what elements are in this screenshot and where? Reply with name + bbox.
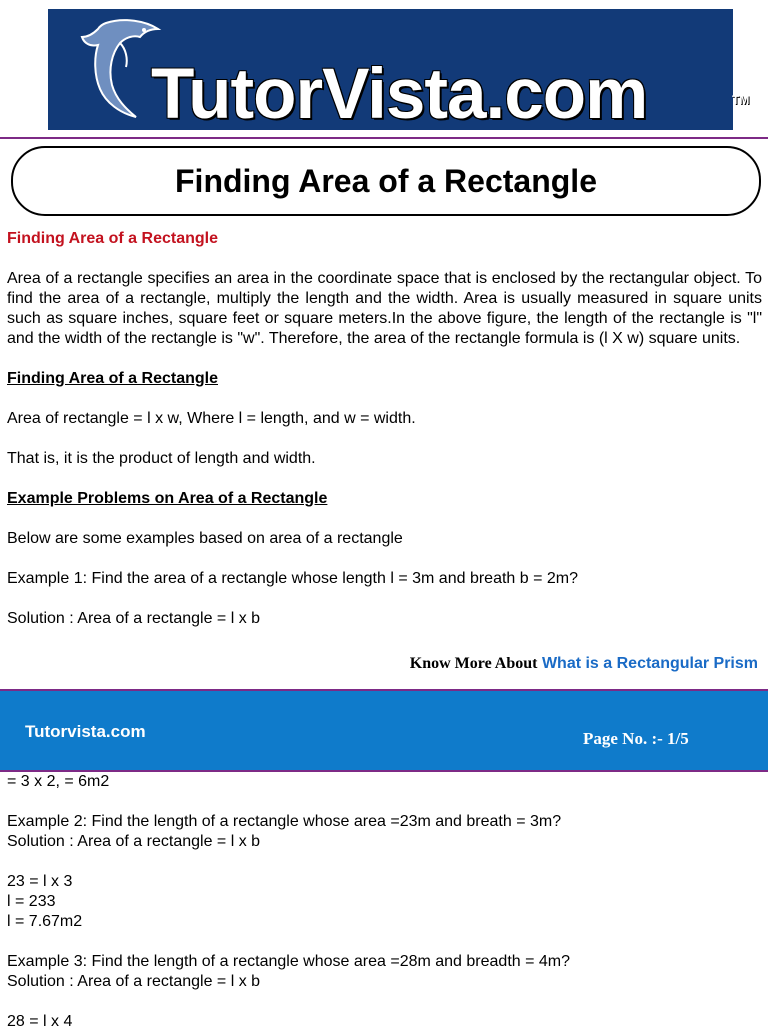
header-divider bbox=[0, 137, 768, 139]
equation-line: 23 = l x 3 bbox=[7, 873, 73, 890]
title-box bbox=[11, 146, 761, 216]
footer-brand: Tutorvista.com bbox=[25, 722, 146, 741]
page-footer bbox=[0, 689, 768, 772]
solution-3: Solution : Area of a rectangle = l x b bbox=[7, 973, 261, 990]
section-heading-formula: Finding Area of a Rectangle bbox=[7, 370, 218, 387]
section-heading-examples: Example Problems on Area of a Rectangle bbox=[7, 490, 328, 507]
page-title: Finding Area of a Rectangle bbox=[175, 162, 597, 199]
solution-2: Solution : Area of a rectangle = l x b bbox=[7, 833, 261, 850]
example-2: Example 2: Find the length of a rectangle whose area =23m and breath = 3m? bbox=[7, 813, 562, 830]
rectangular-prism-link[interactable]: What is a Rectangular Prism bbox=[541, 655, 758, 672]
example-3: Example 3: Find the length of a rectangle whose area =28m and breadth = 4m? bbox=[7, 953, 571, 970]
logo-wordmark: TutorVista.com bbox=[151, 55, 648, 134]
page-number: Page No. :- 1/5 bbox=[583, 729, 689, 748]
equation-line: l = 7.67m2 bbox=[7, 913, 83, 930]
solution-1: Solution : Area of a rectangle = l x b bbox=[7, 610, 261, 627]
equation-line: 28 = l x 4 bbox=[7, 1013, 73, 1030]
example-1: Example 1: Find the area of a rectangle whose length l = 3m and breath b = 2m? bbox=[7, 570, 579, 587]
section-heading-intro: Finding Area of a Rectangle bbox=[7, 230, 218, 247]
know-more bbox=[410, 655, 758, 673]
examples-intro: Below are some examples based on area of a rectangle bbox=[7, 530, 403, 547]
continued-content bbox=[7, 772, 762, 1032]
solution-1-result: = 3 x 2, = 6m2 bbox=[7, 773, 110, 790]
know-more-label: Know More About bbox=[409, 655, 538, 672]
product-note: That is, it is the product of length and width. bbox=[7, 450, 316, 467]
formula-text: Area of rectangle = l x w, Where l = length, and w = width. bbox=[7, 410, 416, 427]
trademark-mark: TM bbox=[732, 93, 750, 107]
main-content bbox=[7, 229, 762, 649]
logo-banner bbox=[48, 9, 750, 134]
intro-paragraph: Area of a rectangle specifies an area in the coordinate space that is enclosed by the rectangular object. To find the area of a rectangle, multiply the length and the width. Area is usually measured in square units such as square inches, square feet or square meters.In the above figure, the length of the rectangle is "l" and the width of the rectangle is "w". Therefore, the area of the rectangle formula is (l X w) square units. bbox=[7, 270, 762, 347]
equation-line: l = 233 bbox=[7, 893, 56, 910]
